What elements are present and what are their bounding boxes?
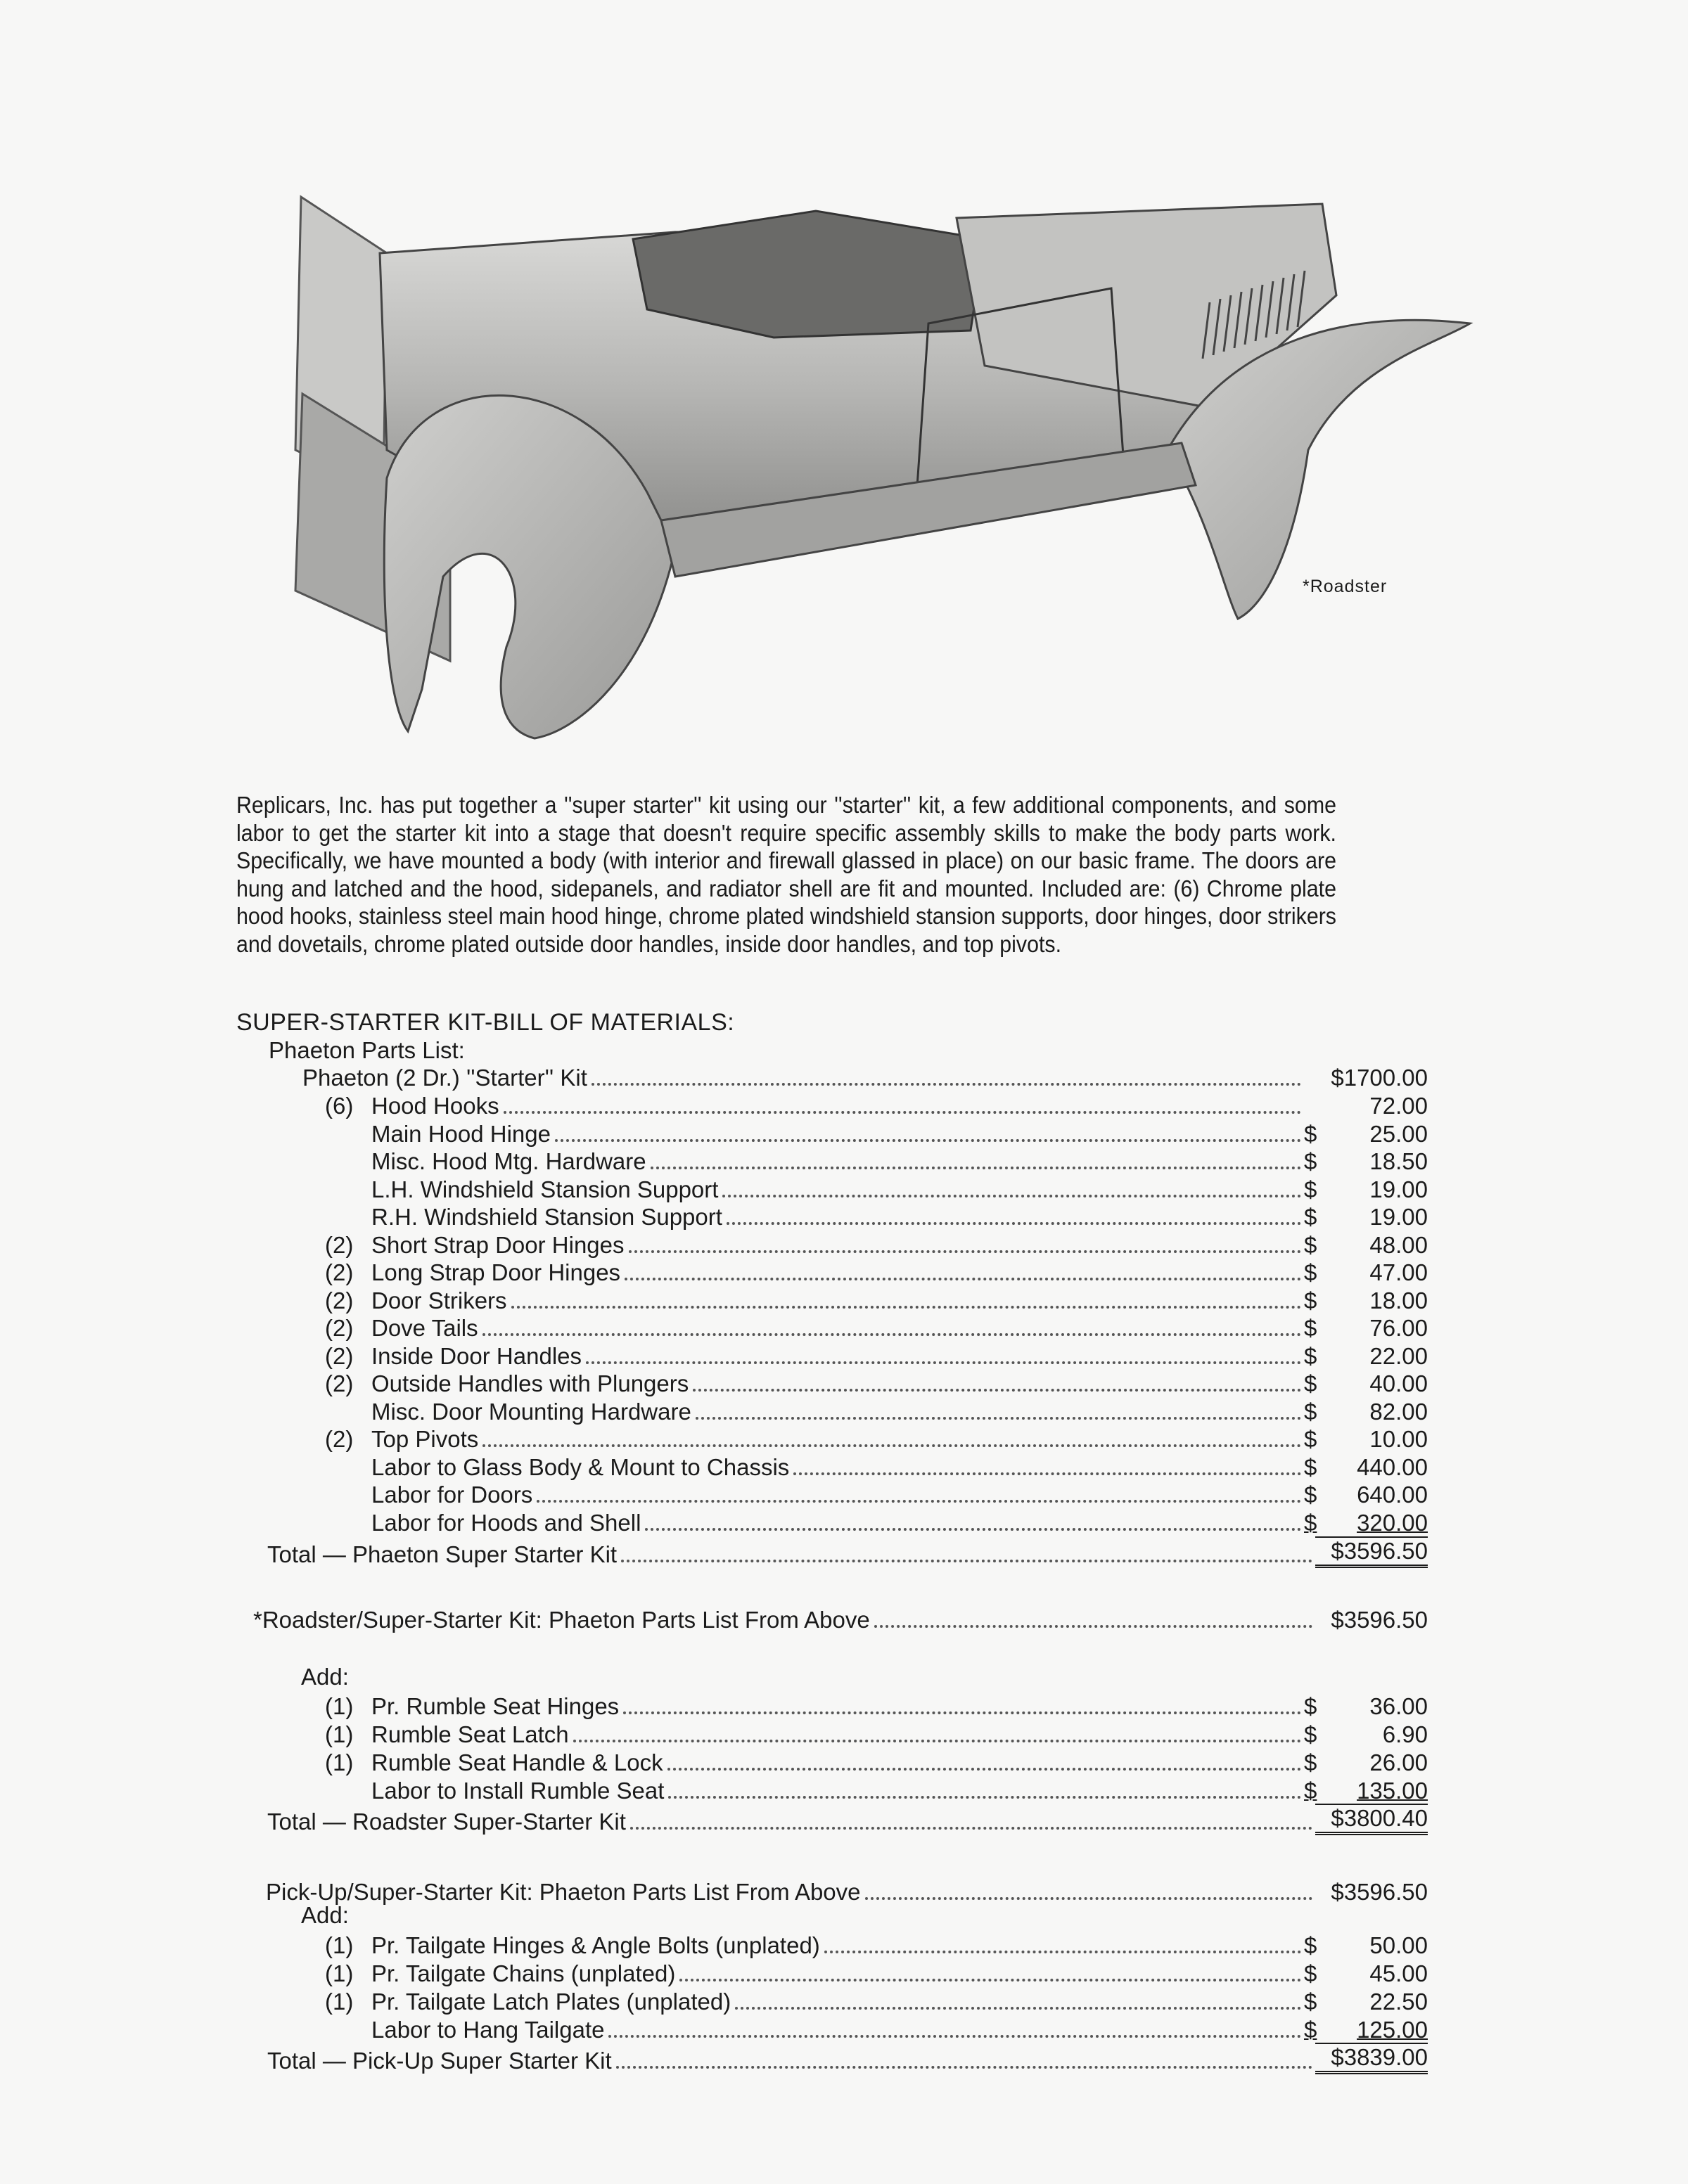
leader-dots: [504, 1087, 1301, 1114]
item-dollar: $: [1304, 1176, 1317, 1202]
item-label: Pr. Tailgate Chains (unplated): [371, 1960, 676, 1986]
item-label: Labor to Hang Tailgate: [371, 2017, 605, 2043]
item-label: Labor for Hoods and Shell: [371, 1509, 641, 1536]
item-dollar: $: [1304, 1120, 1317, 1147]
item-amount: 82.00: [1369, 1398, 1428, 1425]
item-label: Top Pivots: [371, 1426, 479, 1452]
leader-dots: [727, 1198, 1301, 1225]
leader-dots: [722, 1171, 1301, 1197]
item-label: Long Strap Door Hinges: [371, 1259, 621, 1285]
leader-dots: [537, 1476, 1301, 1503]
item-qty: (2): [325, 1342, 354, 1369]
item-amount: 440.00: [1357, 1453, 1428, 1480]
leader-dots: [630, 1803, 1312, 1830]
item-dollar: $: [1304, 1148, 1317, 1174]
leader-dots: [693, 1365, 1301, 1392]
leader-dots: [586, 1337, 1301, 1364]
item-amount: 47.00: [1369, 1259, 1428, 1285]
phaeton-total-row: Total — Phaeton Super Starter Kit $3596.50: [267, 1540, 1428, 1568]
item-amount: 135.00: [1357, 1778, 1428, 1804]
item-qty: (1): [325, 1960, 354, 1986]
item-dollar: $: [1304, 1932, 1317, 1958]
item-label: Rumble Seat Handle & Lock: [371, 1749, 663, 1775]
item-label: Dove Tails: [371, 1315, 478, 1341]
item-dollar: $: [1304, 1509, 1317, 1536]
item-dollar: $: [1304, 1721, 1317, 1747]
item-amount: 76.00: [1369, 1315, 1428, 1341]
item-amount: 22.00: [1369, 1342, 1428, 1369]
item-qty: (2): [325, 1426, 354, 1452]
item-amount: 6.90: [1382, 1721, 1428, 1747]
item-label: Outside Handles with Plungers: [371, 1370, 689, 1396]
leader-dots: [623, 1688, 1301, 1714]
item-label: Misc. Door Mounting Hardware: [371, 1398, 691, 1425]
item-row: [325, 2015, 1428, 2043]
leader-dots: [824, 1927, 1301, 1953]
item-amount: 50.00: [1369, 1932, 1428, 1958]
item-amount: 640.00: [1357, 1482, 1428, 1508]
item-qty: (1): [325, 1721, 354, 1747]
item-label: Pr. Tailgate Hinges & Angle Bolts (unplated): [371, 1932, 820, 1958]
leader-dots: [511, 1282, 1301, 1309]
leader-dots: [621, 1536, 1312, 1562]
item-amount: 36.00: [1369, 1693, 1428, 1719]
item-amount: 45.00: [1369, 1960, 1428, 1986]
item-qty: (1): [325, 1932, 354, 1958]
leader-dots: [735, 1983, 1301, 2010]
intro-paragraph: Replicars, Inc. has put together a ''super starter'' kit using our ''starter'' kit, a few additional components, and some labor to get the starter kit into a stage that doesn't require specific assembly skills to make the body parts work. Specifically, we have mounted a body (with interior and firewall glassed in place) on our basic frame. The doors are hung and latched and the hood, sidepanels, and radiator shell are fit and mounted. Included are: (6) Chrome plate hood hooks, stainless steel main hood hinge, chrome plated windshield stansion supports, door hinges, door strikers and dovetails, chrome plated outside door handles, inside door handles, and top pivots.: [236, 792, 1336, 957]
leader-dots: [625, 1254, 1301, 1280]
item-qty: (1): [325, 1749, 354, 1775]
item-label: Misc. Hood Mtg. Hardware: [371, 1148, 646, 1174]
leader-dots: [696, 1393, 1301, 1420]
leader-dots: [592, 1059, 1301, 1086]
roadster-heading-row: *Roadster/Super-Starter Kit: Phaeton Parts List From Above $3596.50: [253, 1605, 1428, 1633]
item-dollar: $: [1304, 1693, 1317, 1719]
leader-dots: [482, 1420, 1301, 1447]
item-label: Labor to Install Rumble Seat: [371, 1778, 665, 1804]
item-amount: 48.00: [1369, 1231, 1428, 1258]
item-label: R.H. Windshield Stansion Support: [371, 1204, 722, 1230]
leader-dots: [482, 1309, 1301, 1336]
item-dollar: $: [1304, 1204, 1317, 1230]
item-dollar: $: [1304, 2017, 1317, 2043]
interior: [633, 211, 985, 338]
item-dollar: $: [1304, 1370, 1317, 1396]
item-dollar: $: [1304, 1342, 1317, 1369]
item-label: Short Strap Door Hinges: [371, 1231, 625, 1258]
leader-dots: [793, 1448, 1301, 1475]
item-amount: 18.00: [1369, 1287, 1428, 1313]
leader-dots: [651, 1143, 1301, 1169]
item-dollar: $: [1304, 1453, 1317, 1480]
item-dollar: $: [1304, 1315, 1317, 1341]
item-label: Inside Door Handles: [371, 1342, 582, 1369]
item-label: Labor to Glass Body & Mount to Chassis: [371, 1453, 790, 1480]
item-qty: (2): [325, 1259, 354, 1285]
item-amount: 10.00: [1369, 1426, 1428, 1452]
roadster-total-row: Total — Roadster Super-Starter Kit $3800.40: [267, 1807, 1428, 1835]
roadster-body-photo: [281, 155, 1491, 773]
leader-dots: [874, 1601, 1312, 1628]
item-row: [325, 1508, 1428, 1536]
item-amount: 320.00: [1357, 1509, 1428, 1536]
item-label: Pr. Rumble Seat Hinges: [371, 1693, 620, 1719]
item-dollar: $: [1304, 1287, 1317, 1313]
item-amount: 125.00: [1357, 2017, 1428, 2043]
leader-dots: [668, 1772, 1301, 1799]
phaeton-heading: Phaeton Parts List:: [269, 1037, 465, 1063]
item-amount: 19.00: [1369, 1176, 1428, 1202]
item-qty: (2): [325, 1231, 354, 1258]
phaeton-kit-row: Phaeton (2 Dr.) ''Starter'' Kit $1700.00: [302, 1063, 1428, 1091]
item-dollar: $: [1304, 1231, 1317, 1258]
pickup-heading-row: Pick-Up/Super-Starter Kit: Phaeton Parts List From Above $3596.50: [266, 1877, 1428, 1906]
item-label: Main Hood Hinge: [371, 1120, 551, 1147]
item-dollar: $: [1304, 1426, 1317, 1452]
leader-dots: [555, 1115, 1301, 1142]
leader-dots: [608, 2011, 1301, 2038]
leader-dots: [645, 1504, 1301, 1531]
item-qty: (1): [325, 1693, 354, 1719]
item-amount: 19.00: [1369, 1204, 1428, 1230]
leader-dots: [573, 1716, 1301, 1742]
item-amount: 22.50: [1369, 1989, 1428, 2015]
item-label: Door Strikers: [371, 1287, 507, 1313]
item-label: Pr. Tailgate Latch Plates (unplated): [371, 1989, 731, 2015]
leader-dots: [679, 1955, 1301, 1981]
item-dollar: $: [1304, 1960, 1317, 1986]
item-dollar: $: [1304, 1398, 1317, 1425]
item-dollar: $: [1304, 1778, 1317, 1804]
leader-dots: [629, 1226, 1301, 1253]
item-dollar: $: [1304, 1749, 1317, 1775]
pickup-add-label: Add:: [301, 1902, 349, 1928]
photo-caption: *Roadster: [1303, 577, 1388, 596]
item-amount: 26.00: [1369, 1749, 1428, 1775]
item-row: [325, 1776, 1428, 1804]
pickup-total-row: Total — Pick-Up Super Starter Kit $3839.00: [267, 2046, 1428, 2074]
item-qty: (1): [325, 1989, 354, 2015]
item-label: L.H. Windshield Stansion Support: [371, 1176, 719, 1202]
item-qty: (2): [325, 1370, 354, 1396]
item-label: Labor for Doors: [371, 1482, 533, 1508]
item-amount: 72.00: [1369, 1093, 1428, 1119]
item-label: Rumble Seat Latch: [371, 1721, 569, 1747]
item-label: Hood Hooks: [371, 1093, 499, 1119]
item-qty: (2): [325, 1287, 354, 1313]
item-qty: (6): [325, 1093, 354, 1119]
item-amount: 25.00: [1369, 1120, 1428, 1147]
leader-dots: [616, 2042, 1312, 2069]
item-amount: 40.00: [1369, 1370, 1428, 1396]
item-qty: (2): [325, 1315, 354, 1341]
item-dollar: $: [1304, 1482, 1317, 1508]
item-amount: 18.50: [1369, 1148, 1428, 1174]
leader-dots: [865, 1873, 1312, 1900]
item-dollar: $: [1304, 1989, 1317, 2015]
bom-title: SUPER-STARTER KIT-BILL OF MATERIALS:: [236, 1009, 735, 1036]
item-dollar: $: [1304, 1259, 1317, 1285]
roadster-add-label: Add:: [301, 1664, 349, 1690]
leader-dots: [667, 1744, 1301, 1771]
